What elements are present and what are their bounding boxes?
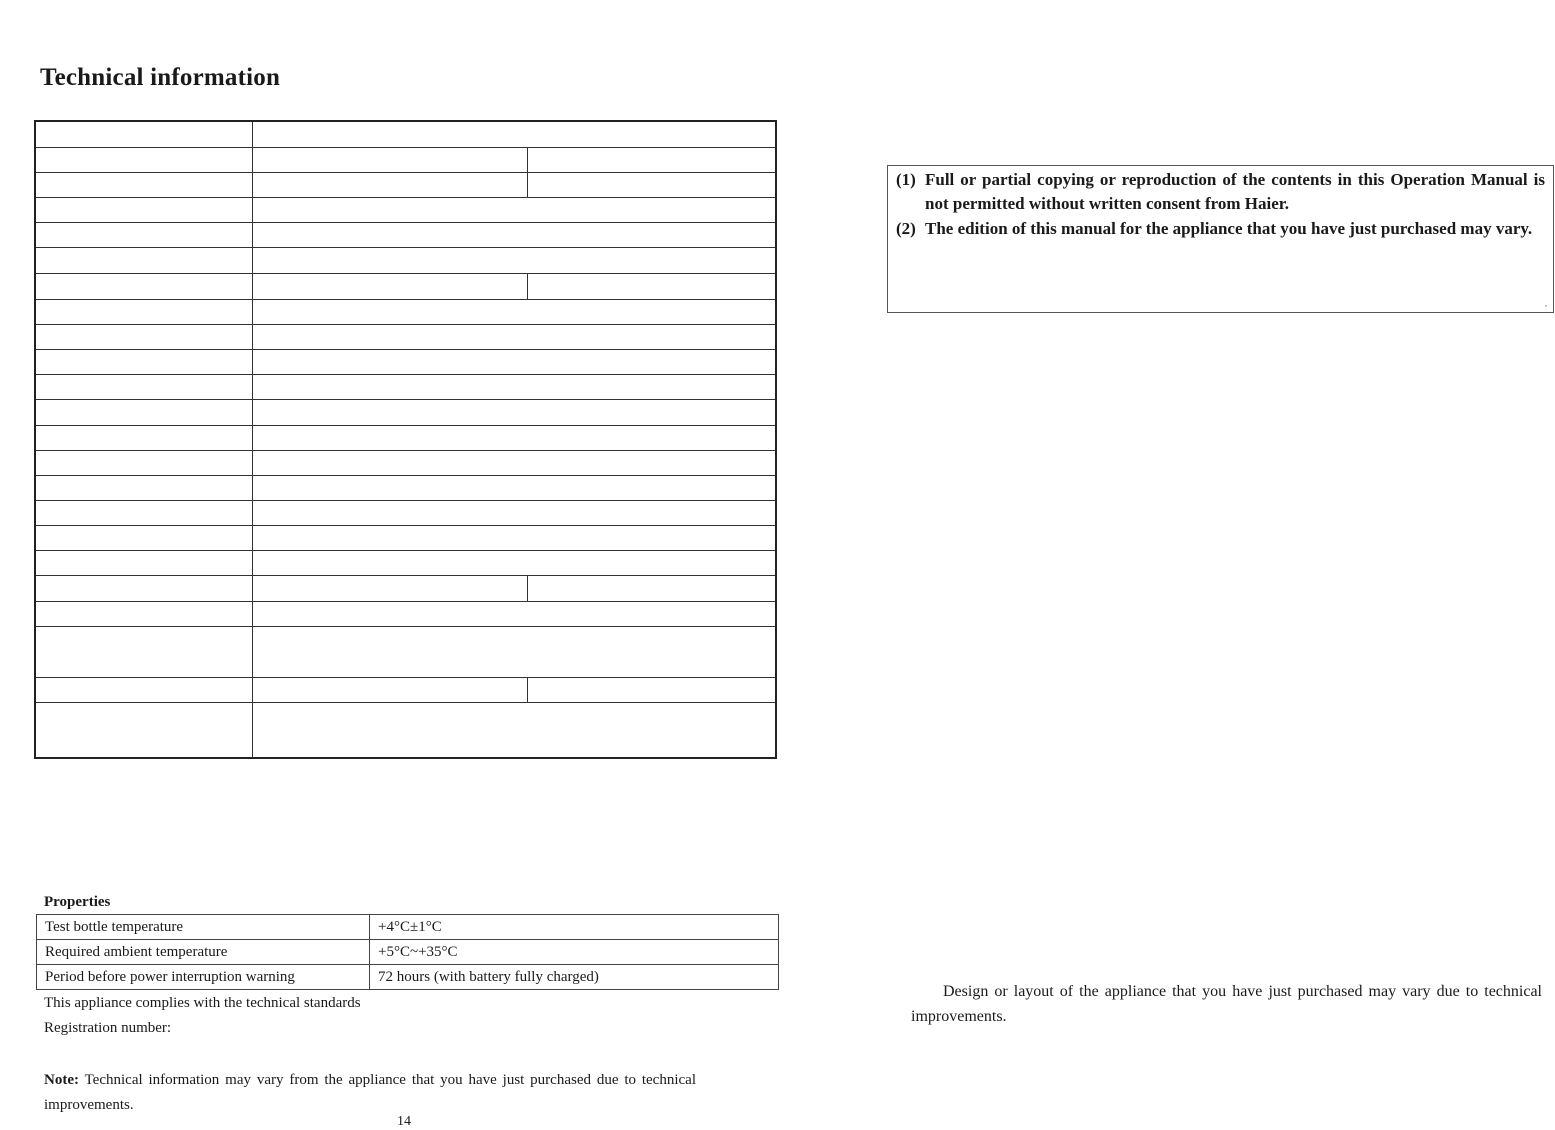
note-text: Technical information may vary from the appliance that you have just purchased due to technical improvements. — [44, 1072, 696, 1113]
table-row — [35, 121, 776, 148]
table-row — [35, 325, 776, 350]
table-row — [35, 426, 776, 451]
table-row — [35, 526, 776, 551]
table-cell — [35, 300, 252, 325]
design-note: Design or layout of the appliance that you have just purchased may vary due to technical improvements. — [911, 983, 1542, 1025]
notice-item — [896, 168, 1545, 216]
notice-text: Full or partial copying or reproduction of the contents in this Operation Manual is not permitted without written consent from Haier. — [925, 170, 1545, 213]
table-cell — [35, 375, 252, 400]
table-cell — [35, 576, 252, 602]
table-row — [35, 223, 776, 248]
table-cell — [252, 375, 776, 400]
table-cell — [35, 121, 252, 148]
table-cell — [35, 476, 252, 501]
properties-table — [36, 914, 779, 990]
table-row — [35, 148, 776, 173]
table-cell — [252, 300, 776, 325]
table-cell — [35, 148, 252, 173]
notice-text: The edition of this manual for the appliance that you have just purchased may vary. — [925, 219, 1533, 238]
table-cell — [252, 325, 776, 350]
table-row — [35, 551, 776, 576]
table-cell — [252, 274, 527, 300]
property-label: Period before power interruption warning — [37, 965, 370, 990]
property-label: Test bottle temperature — [37, 915, 370, 940]
table-cell — [35, 627, 252, 678]
table-cell — [527, 148, 776, 173]
table-cell — [527, 576, 776, 602]
table-row — [35, 400, 776, 426]
table-cell — [252, 173, 527, 198]
table-cell — [35, 526, 252, 551]
table-cell — [35, 703, 252, 759]
table-cell — [35, 198, 252, 223]
notice-number: (2) — [896, 219, 916, 238]
table-cell — [252, 526, 776, 551]
table-cell — [35, 501, 252, 526]
properties-heading: Properties — [44, 894, 111, 910]
table-row — [35, 602, 776, 627]
table-row — [35, 678, 776, 703]
page-title: Technical information — [40, 64, 281, 91]
table-cell — [35, 426, 252, 451]
table-cell — [35, 451, 252, 476]
table-cell — [252, 400, 776, 426]
page-number: 14 — [397, 1114, 411, 1129]
table-cell — [252, 602, 776, 627]
table-cell — [35, 248, 252, 274]
table-cell — [35, 274, 252, 300]
table-cell — [35, 678, 252, 703]
table-row — [35, 703, 776, 759]
registration-line: Registration number: — [44, 1020, 172, 1036]
table-cell — [35, 551, 252, 576]
table-cell — [252, 476, 776, 501]
table-row — [37, 965, 779, 990]
standards-line: This appliance complies with the technical standards — [44, 995, 361, 1011]
table-cell — [35, 173, 252, 198]
table-cell — [252, 627, 776, 678]
table-row — [35, 248, 776, 274]
table-cell — [252, 198, 776, 223]
table-cell — [527, 678, 776, 703]
table-row — [35, 476, 776, 501]
table-cell — [252, 678, 527, 703]
table-cell — [252, 121, 776, 148]
technical-info-table — [34, 120, 777, 759]
table-row — [35, 350, 776, 375]
table-cell — [252, 576, 527, 602]
table-cell — [252, 551, 776, 576]
table-cell — [252, 148, 527, 173]
table-row — [35, 375, 776, 400]
table-row — [35, 576, 776, 602]
note-label: Note: — [44, 1072, 79, 1088]
table-row — [35, 198, 776, 223]
table-cell — [527, 274, 776, 300]
table-row — [35, 173, 776, 198]
table-row — [35, 274, 776, 300]
table-cell — [527, 173, 776, 198]
table-cell — [252, 501, 776, 526]
table-cell — [35, 325, 252, 350]
table-cell — [35, 223, 252, 248]
property-value: 72 hours (with battery fully charged) — [370, 965, 779, 990]
table-cell — [35, 602, 252, 627]
table-cell — [35, 350, 252, 375]
property-value: +5°C~+35°C — [370, 940, 779, 965]
table-cell — [252, 451, 776, 476]
table-cell — [252, 703, 776, 759]
table-cell — [252, 248, 776, 274]
table-cell — [252, 426, 776, 451]
table-row — [37, 915, 779, 940]
table-row — [35, 501, 776, 526]
property-value: +4°C±1°C — [370, 915, 779, 940]
table-row — [35, 627, 776, 678]
table-cell — [252, 350, 776, 375]
table-row — [35, 451, 776, 476]
table-cell — [252, 223, 776, 248]
table-row — [35, 300, 776, 325]
copyright-notice-box — [887, 165, 1554, 313]
note-paragraph — [44, 1068, 696, 1118]
notice-number: (1) — [896, 170, 916, 189]
notice-mark: , — [1545, 299, 1547, 308]
table-cell — [35, 400, 252, 426]
notice-item — [896, 217, 1545, 241]
property-label: Required ambient temperature — [37, 940, 370, 965]
table-row — [37, 940, 779, 965]
